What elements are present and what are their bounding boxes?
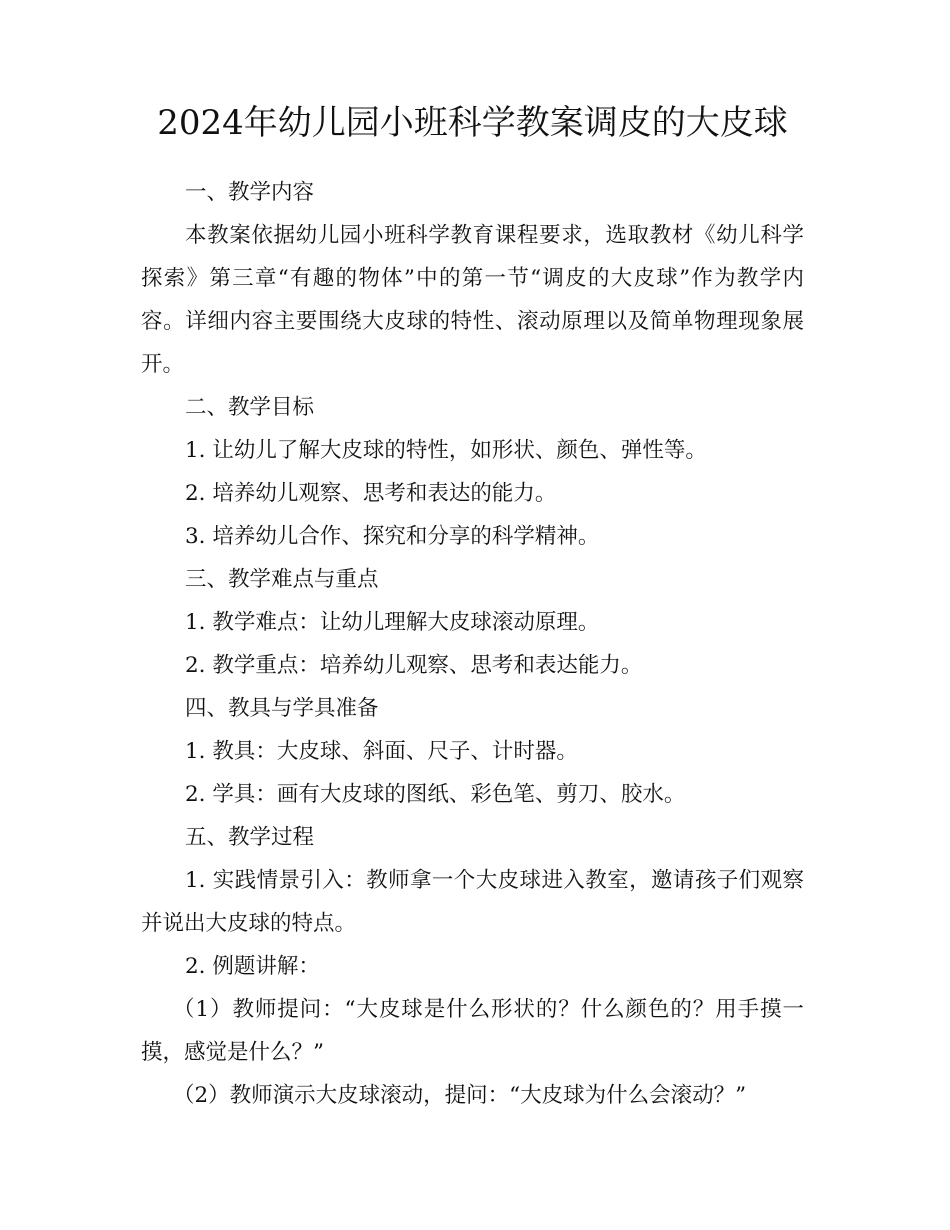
process-step-1: 1. 实践情景引入：教师拿一个大皮球进入教室，邀请孩子们观察并说出大皮球的特点。 (141, 868, 804, 936)
process-substep-1: （1）教师提问：“大皮球是什么形状的？什么颜色的？用手摸一摸，感觉是什么？” (141, 997, 804, 1065)
teaching-aids-item: 1. 教具：大皮球、斜面、尺子、计时器。 (185, 739, 578, 764)
section-heading-process: 五、教学过程 (185, 825, 315, 850)
difficulty-item: 1. 教学难点：让幼儿理解大皮球滚动原理。 (185, 610, 600, 635)
process-substep-2: （2）教师演示大皮球滚动，提问：“大皮球为什么会滚动？” (173, 1083, 747, 1108)
goal-item-2: 2. 培养幼儿观察、思考和表达的能力。 (185, 481, 557, 506)
document-title: 2024年幼儿园小班科学教案调皮的大皮球 (157, 103, 788, 143)
section-heading-goals: 二、教学目标 (185, 395, 315, 420)
learning-aids-item: 2. 学具：画有大皮球的图纸、彩色笔、剪刀、胶水。 (185, 782, 686, 807)
process-step-2: 2. 例题讲解： (185, 954, 320, 979)
section-heading-materials: 四、教具与学具准备 (185, 696, 379, 721)
section-heading-content: 一、教学内容 (185, 180, 315, 205)
key-point-item: 2. 教学重点：培养幼儿观察、思考和表达能力。 (185, 653, 643, 678)
goal-item-1: 1. 让幼儿了解大皮球的特性，如形状、颜色、弹性等。 (185, 438, 707, 463)
content-paragraph: 本教案依据幼儿园小班科学教育课程要求，选取教材《幼儿科学探索》第三章“有趣的物体”中的第一节“调皮的大皮球”作为教学内容。详细内容主要围绕大皮球的特性、滚动原理以及简单物理现象展开。 (141, 223, 804, 377)
section-heading-difficulties: 三、教学难点与重点 (185, 567, 379, 592)
goal-item-3: 3. 培养幼儿合作、探究和分享的科学精神。 (185, 524, 600, 549)
